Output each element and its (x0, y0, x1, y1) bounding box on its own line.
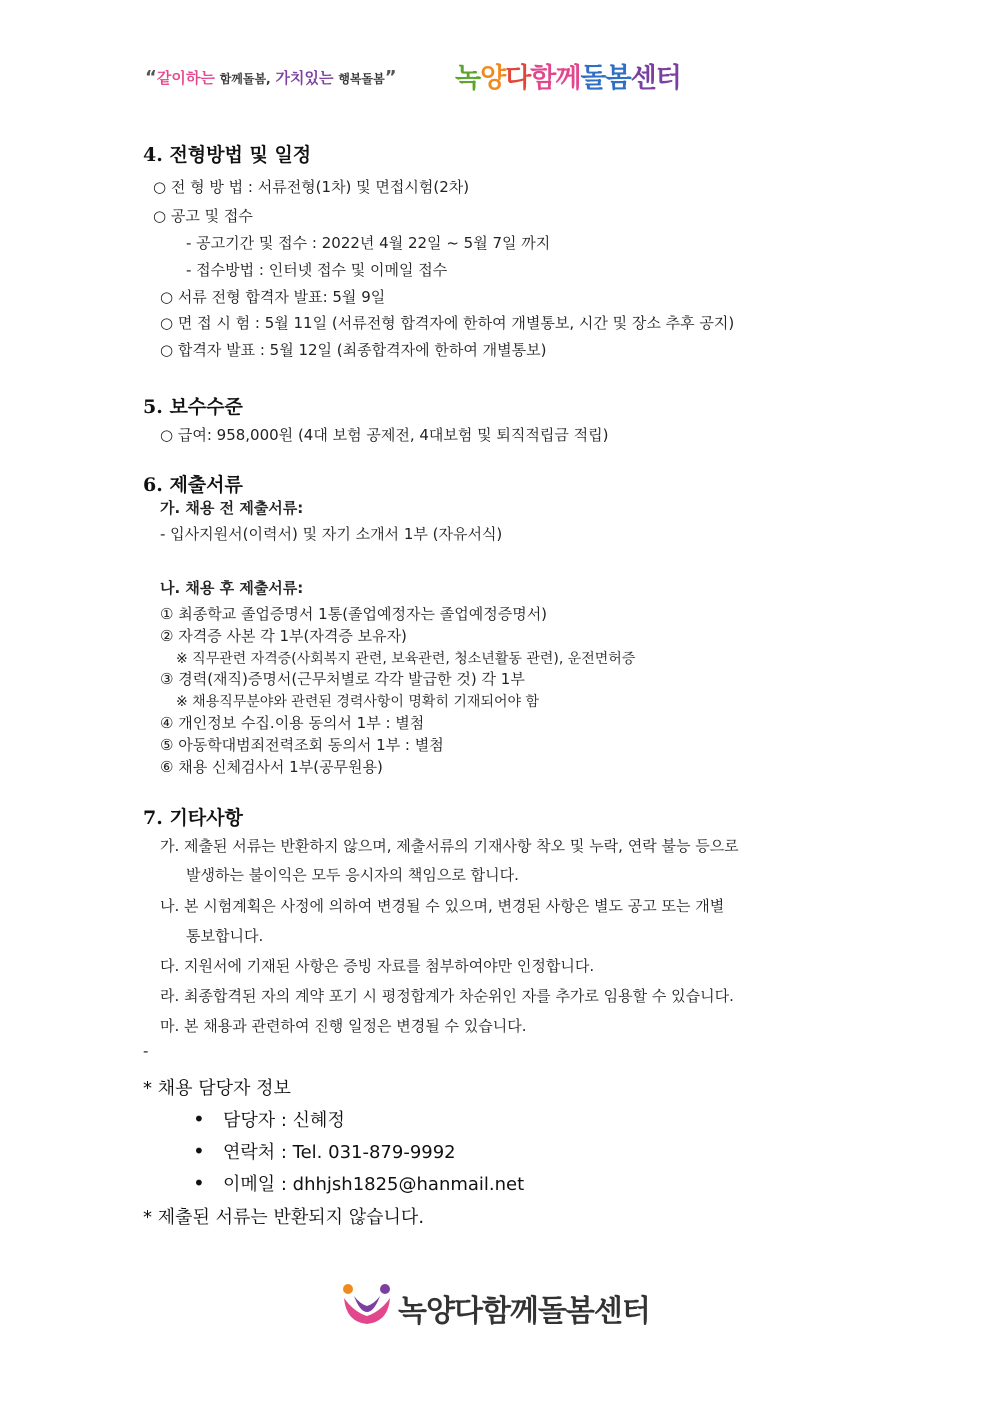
section7-dash: - (143, 1042, 149, 1060)
logo-char: 양 (480, 63, 506, 94)
section6-sub-b-item: ⑥ 채용 신체검사서 1부(공무원용) (160, 758, 383, 776)
slogan-part3: 가치있는 (275, 69, 334, 87)
section6-note: ※ 직무관련 자격증(사회복지 관련, 보육관련, 청소년활동 관련), 운전면허증 (176, 651, 636, 667)
section4-item: ○ 서류 전형 합격자 발표: 5월 9일 (160, 288, 386, 306)
section4-title: 4. 전형방법 및 일정 (143, 144, 312, 166)
section6-sub-b: 나. 채용 후 제출서류: (160, 579, 304, 597)
contact-notice: * 제출된 서류는 반환되지 않습니다. (143, 1207, 425, 1228)
section6-sub-b-item: ③ 경력(재직)증명서(근무처별로 각각 발급한 것) 각 1부 (160, 670, 525, 688)
section4-subitem: - 공고기간 및 접수 : 2022년 4월 22일 ~ 5월 7일 까지 (186, 234, 551, 252)
slogan-part1: 같이하는 (156, 69, 215, 87)
section6-sub-a: 가. 채용 전 제출서류: (160, 499, 304, 517)
section4-item: ○ 전 형 방 법 : 서류전형(1차) 및 면접시험(2차) (153, 178, 470, 196)
header-logo (455, 56, 681, 95)
section6-title: 6. 제출서류 (143, 474, 243, 496)
contact-title: * 채용 담당자 정보 (143, 1078, 291, 1099)
section7-item: 나. 본 시험계획은 사정에 의하여 변경될 수 있으며, 변경된 사항은 별도 공고 또는 개별 (160, 897, 725, 915)
section6-note: ※ 채용직무분야와 관련된 경력사항이 명확히 기재되어야 함 (176, 694, 540, 710)
section4-item: ○ 공고 및 접수 (153, 207, 253, 225)
section4-subitem: - 접수방법 : 인터넷 접수 및 이메일 접수 (186, 261, 448, 279)
logo-char: 터 (655, 63, 681, 94)
section7-title: 7. 기타사항 (143, 807, 243, 829)
section7-item-cont: 통보합니다. (186, 927, 264, 945)
section7-item: 가. 제출된 서류는 반환하지 않으며, 제출서류의 기재사항 착오 및 누락, 연락 불능 등으로 (160, 837, 739, 855)
section6-sub-b-item: ⑤ 아동학대범죄전력조회 동의서 1부 : 별첨 (160, 736, 444, 754)
heart-people-icon (340, 1282, 394, 1326)
slogan-part2: 함께돌봄, (219, 72, 271, 86)
slogan-close-quote: ” (384, 67, 397, 88)
logo-char: 께 (555, 63, 581, 94)
section6-sub-b-item: ④ 개인정보 수집.이용 동의서 1부 : 별첨 (160, 714, 425, 732)
section7-item-cont: 발생하는 불이익은 모두 응시자의 책임으로 합니다. (186, 866, 519, 884)
slogan-open-quote: “ (145, 67, 157, 88)
contact-item: • 담당자 : 신혜정 (193, 1106, 345, 1132)
section4-item: ○ 면 접 시 험 : 5월 11일 (서류전형 합격자에 한하여 개별통보, 시간 및 장소 추후 공지) (160, 314, 735, 332)
logo-char: 돌 (580, 63, 606, 94)
logo-char: 센 (630, 63, 656, 94)
logo-char: 함 (530, 63, 556, 94)
header-slogan (145, 67, 397, 88)
logo-char: 녹 (455, 63, 481, 94)
slogan-part4: 행복돌봄 (338, 72, 385, 86)
logo-char: 봄 (605, 63, 631, 94)
section7-item: 라. 최종합격된 자의 계약 포기 시 평정합계가 차순위인 자를 추가로 임용할 수 있습니다. (160, 987, 734, 1005)
contact-item: • 연락처 : Tel. 031-879-9992 (193, 1138, 456, 1164)
contact-item: • 이메일 : dhhjsh1825@hanmail.net (193, 1170, 524, 1196)
section7-item: 마. 본 채용과 관련하여 진행 일정은 변경될 수 있습니다. (160, 1017, 527, 1035)
section5-item: ○ 급여: 958,000원 (4대 보험 공제전, 4대보험 및 퇴직적립금 적립) (160, 426, 609, 444)
section5-title: 5. 보수수준 (143, 396, 243, 418)
section6-sub-b-item: ① 최종학교 졸업증명서 1통(졸업예정자는 졸업예정증명서) (160, 605, 548, 623)
section4-item: ○ 합격자 발표 : 5월 12일 (최종합격자에 한하여 개별통보) (160, 341, 547, 359)
footer-name: 녹양다함께돌봄센터 (398, 1294, 650, 1329)
section6-sub-a-item: - 입사지원서(이력서) 및 자기 소개서 1부 (자유서식) (160, 525, 503, 543)
logo-char: 다 (505, 63, 531, 94)
section7-item: 다. 지원서에 기재된 사항은 증빙 자료를 첨부하여야만 인정합니다. (160, 957, 595, 975)
section6-sub-b-item: ② 자격증 사본 각 1부(자격증 보유자) (160, 627, 407, 645)
